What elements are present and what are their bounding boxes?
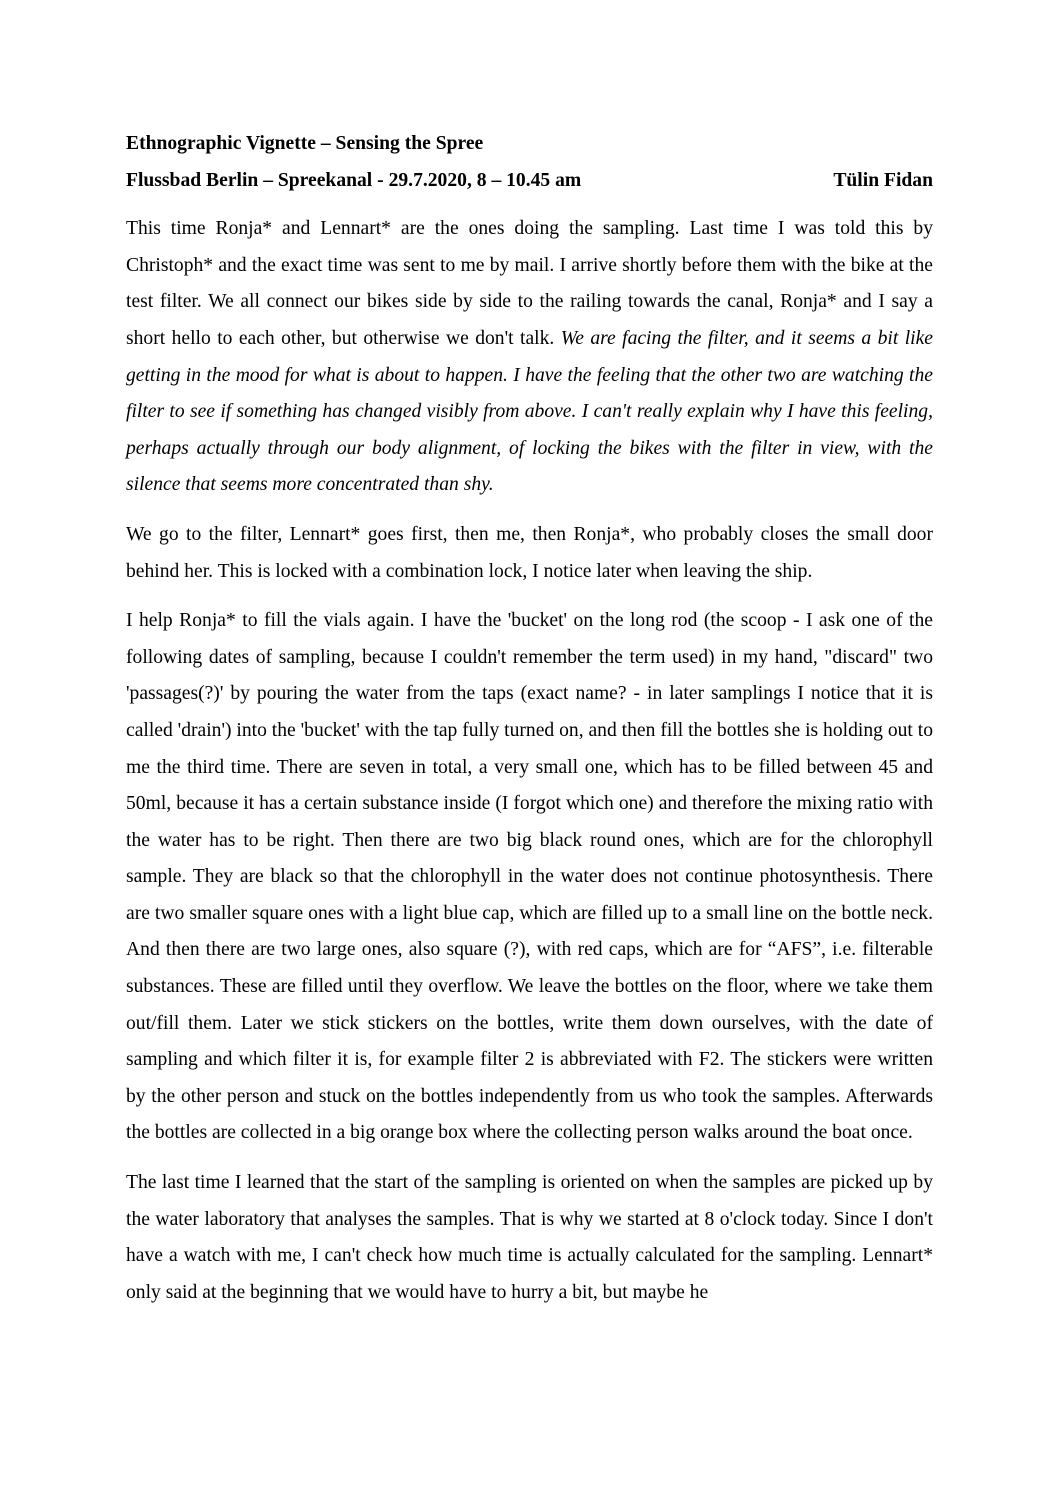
paragraph-2: We go to the filter, Lennart* goes first, then me, then Ronja*, who probably closes the small door behind her. This is locked with a combination lock, I notice later when leaving the ship. (126, 523, 933, 582)
paragraph-1-normal-text: This time Ronja* and Lennart* are the ones doing the sampling. Last time I was told this by Christoph* and the exact time was sent to me by mail. I arrive shortly before them with the bike at the test filter. We all connect our bikes side by side to the railing towards the canal, Ronja* and I say a short hello to each other, but otherwise we don't talk. (126, 218, 933, 349)
subtitle-row (126, 163, 933, 200)
paragraph-3: I help Ronja* to fill the vials again. I have the 'bucket' on the long rod (the scoop - I ask one of the following dates of sampling, because I couldn't remember the term used) in my hand, "discard" two 'passages(?)' by pouring the water from the taps (exact name? - in later samplings I notice that it is called 'drain') into the 'bucket' with the tap fully turned on, and then fill the bottles she is holding out to me the third time. There are seven in total, a very small one, which has to be filled between 45 and 50ml, because it has a certain substance inside (I forgot which one) and therefore the mixing ratio with the water has to be right. Then there are two big black round ones, which are for the chlorophyll sample. They are black so that the chlorophyll in the water does not continue photosynthesis. There are two smaller square ones with a light blue cap, which are filled up to a small line on the bottle neck. And then there are two large ones, also square (?), with red caps, which are for “AFS”, i.e. filterable substances. These are filled until they overflow. We leave the bottles on the floor, where we take them out/fill them. Later we stick stickers on the bottles, write them down ourselves, with the date of sampling and which filter it is, for example filter 2 is abbreviated with F2. The stickers were written by the other person and stuck on the bottles independently from us who took the samples. Afterwards the bottles are collected in a big orange box where the collecting person walks around the boat once. (126, 610, 933, 1144)
paragraph-1-italic-text: We are facing the filter, and it seems a bit like getting in the mood for what is about to happen. I have the feeling that the other two are watching the filter to see if something has changed visibly from above. I can't really explain why I have this feeling, perhaps actually through our body alignment, of locking the bikes with the filter in view, with the silence that seems more concentrated than shy. (126, 327, 933, 496)
document-author: Tülin Fidan (833, 169, 933, 191)
document-title: Ethnographic Vignette – Sensing the Spree (126, 133, 484, 154)
document-subtitle: Flussbad Berlin – Spreekanal - 29.7.2020, 8 – 10.45 am (126, 169, 582, 191)
paragraph-1 (126, 211, 933, 504)
paragraph-4: The last time I learned that the start of the sampling is oriented on when the samples are picked up by the water laboratory that analyses the samples. That is why we started at 8 o'clock today. Since I don't have a watch with me, I can't check how much time is actually calculated for the sampling. Lennart* only said at the beginning that we would have to hurry a bit, but maybe he (126, 1172, 933, 1303)
document-header (126, 126, 933, 199)
